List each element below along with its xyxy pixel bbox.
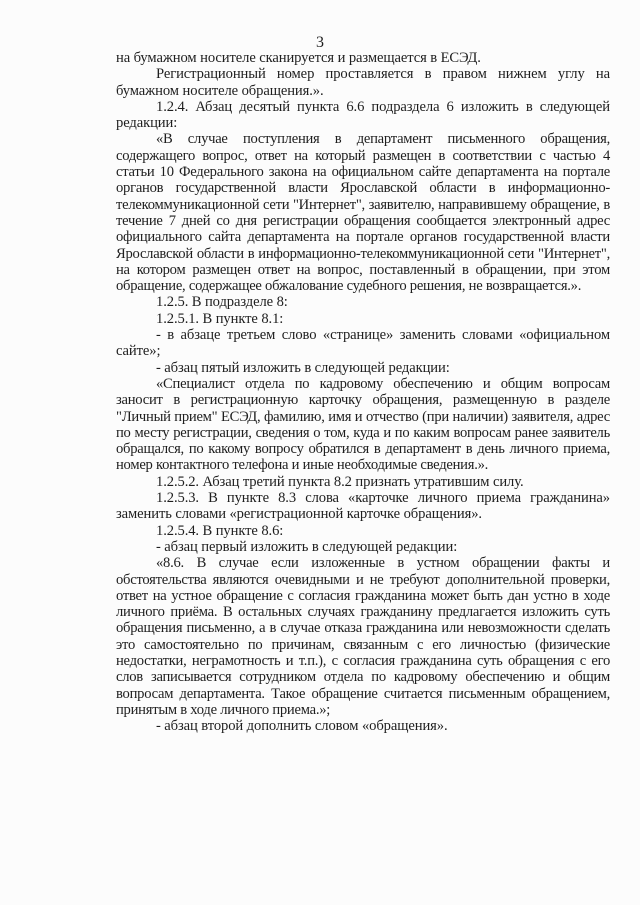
paragraph-scan-note: на бумажном носителе сканируется и размещается в ЕСЭД. xyxy=(116,50,481,66)
paragraph-quote-8-6: «8.6. В случае если изложенные в устном обращении факты и обстоятельства являются очевидными и не требуют дополнительной проверки, ответ на устное обращение с согласия гражданина может быть дан устно в ходе личного приёма. В остальных случаях гражданину предлагается изложить суть обращения письменно, а в случае отказа гражданина или невозможности сделать это самостоятельно по причинам, связанным с его личностью (физические недостатки, неграмотность и т.п.), с согласия гражданина суть обращения с его слов записывается сотрудником отдела по кадровому обеспечению и общим вопросам департамента. Такое обращение считается письменным обращением, принятым в ходе личного приема.»; xyxy=(116,555,610,718)
document-body xyxy=(116,50,610,734)
paragraph-1-2-5-4: 1.2.5.4. В пункте 8.6: xyxy=(156,522,284,539)
paragraph-1-2-5-1: 1.2.5.1. В пункте 8.1: xyxy=(156,310,284,327)
paragraph-1-2-4: 1.2.4. Абзац десятый пункта 6.6 подраздела 6 изложить в следующей редакции: xyxy=(116,98,610,132)
paragraph-first-abzac: - абзац первый изложить в следующей редакции: xyxy=(156,538,458,555)
paragraph-second-abzac: - абзац второй дополнить словом «обращения». xyxy=(156,718,448,735)
paragraph-quote-6-6: «В случае поступления в департамент письменного обращения, содержащего вопрос, ответ на который размещен в соответствии с частью 4 статьи 10 Федерального закона на официальном сайте департамента на портале органов государственной власти Ярославской области в информационно-телекоммуникационной сети "Интернет", заявителю, направившему обращение, в течение 7 дней со дня регистрации обращения сообщается электронный адрес официального сайта департамента на портале органов государственной власти Ярославской области в информационно-телекоммуникационной сети "Интернет", на котором размещен ответ на вопрос, поставленный в обращении, при этом обращение, содержащее обжалование судебного решения, не возвращается.». xyxy=(116,131,610,295)
paragraph-fifth-abzac: - абзац пятый изложить в следующей редакции: xyxy=(156,359,450,376)
paragraph-1-2-5-2: 1.2.5.2. Абзац третий пункта 8.2 признать утратившим силу. xyxy=(156,473,524,490)
page-number: 3 xyxy=(316,34,324,51)
paragraph-1-2-5-3: 1.2.5.3. В пункте 8.3 слова «карточке личного приема гражданина» заменить словами «регистрационной карточке обращения». xyxy=(116,490,610,523)
paragraph-third-abzac: - в абзаце третьем слово «странице» заменить словами «официальном сайте»; xyxy=(116,327,610,360)
paragraph-quote-specialist: «Специалист отдела по кадровому обеспечению и общим вопросам заносит в регистрационную карточку обращения, размещенную в разделе "Личный прием" ЕСЭД, фамилию, имя и отчество (при наличии) заявителя, адрес по месту регистрации, сведения о том, куда и по каким вопросам ранее заявитель обращался, по какому вопросу обратился в департамент в день личного приема, номер контактного телефона и иные необходимые сведения.». xyxy=(116,375,610,474)
paragraph-1-2-5: 1.2.5. В подразделе 8: xyxy=(156,294,288,311)
paragraph-registration-number: Регистрационный номер проставляется в правом нижнем углу на бумажном носителе обращения.». xyxy=(116,66,610,99)
